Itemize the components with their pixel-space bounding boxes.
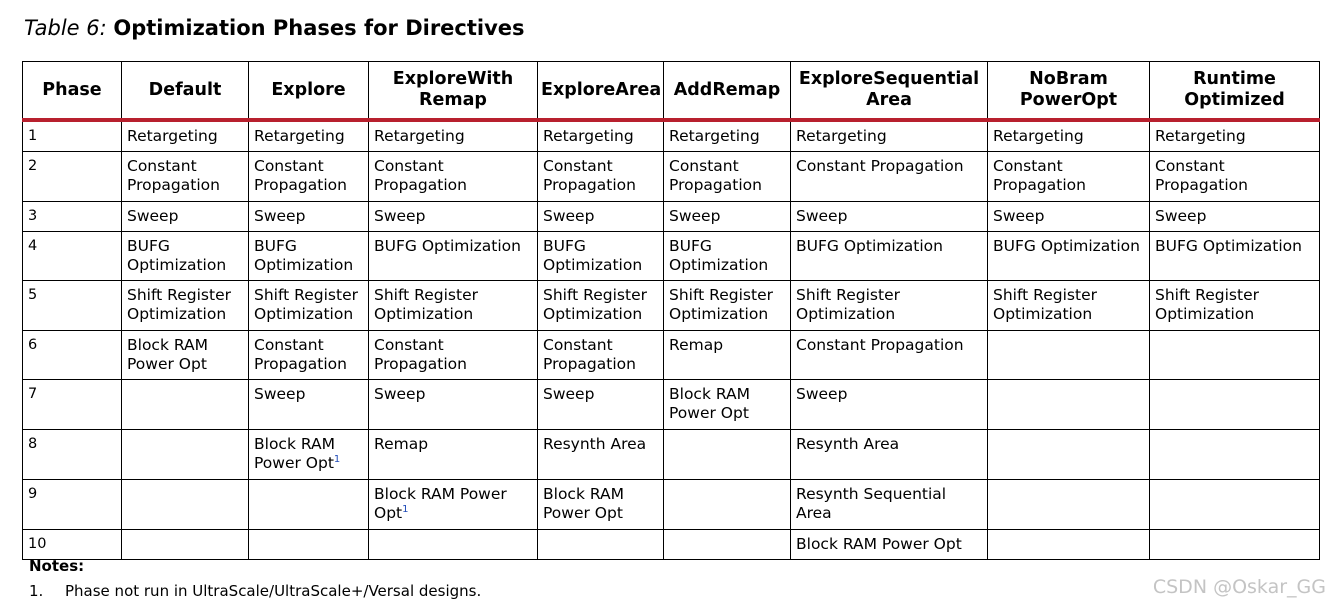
table-cell — [538, 430, 664, 480]
phase-number-cell — [23, 202, 122, 232]
column-header-text: PowerOpt — [1019, 90, 1118, 110]
table-cell — [249, 202, 369, 232]
column-header — [249, 62, 369, 121]
cell-text: Propagation — [127, 175, 220, 194]
cell-text: Constant — [669, 157, 739, 175]
phase-number-cell — [23, 152, 122, 202]
cell-text: Optimization — [254, 255, 354, 274]
footnote-marker[interactable]: 1 — [333, 453, 341, 465]
cell-text: Remap — [669, 336, 724, 354]
cell-text: Propagation — [1155, 175, 1248, 194]
cell-text: Sweep — [669, 207, 721, 225]
table-cell — [122, 120, 249, 152]
cell-text: Constant — [543, 157, 613, 175]
table-cell — [538, 202, 664, 232]
table-cell — [122, 480, 249, 530]
table-cell — [122, 281, 249, 331]
cell-text: Sweep — [993, 207, 1045, 225]
cell-text: Sweep — [374, 385, 426, 403]
table-cell — [1150, 430, 1320, 480]
cell-text: Sweep — [254, 207, 306, 225]
table-cell — [369, 152, 538, 202]
cell-text: Block RAM — [254, 435, 335, 453]
table-cell — [249, 331, 369, 380]
table-cell — [791, 430, 988, 480]
table-cell — [1150, 232, 1320, 281]
table-cell — [249, 530, 369, 560]
cell-text: Remap — [374, 435, 429, 453]
cell-text: Propagation — [669, 175, 762, 194]
table-cell — [249, 232, 369, 281]
cell-text: Retargeting — [543, 127, 634, 145]
table-row — [23, 281, 1320, 331]
cell-text: Shift Register — [127, 286, 231, 304]
table-cell — [369, 331, 538, 380]
column-header-text: Optimized — [1184, 90, 1285, 110]
column-header-text: ExploreSequential — [798, 69, 980, 89]
table-caption-label: Table 6: — [24, 16, 107, 40]
cell-text: Optimization — [1155, 304, 1255, 323]
column-header — [122, 62, 249, 121]
cell-text: Retargeting — [669, 127, 760, 145]
table-cell — [791, 530, 988, 560]
cell-text: Propagation — [543, 175, 636, 194]
table-cell — [988, 430, 1150, 480]
cell-text: Constant Propagation — [796, 336, 964, 354]
cell-text: Constant — [374, 336, 444, 354]
table-row — [23, 480, 1320, 530]
cell-text: Propagation — [254, 354, 347, 373]
table-cell — [249, 152, 369, 202]
phase-number-cell — [23, 530, 122, 560]
cell-text: Optimization — [127, 255, 227, 274]
column-header — [1150, 62, 1320, 121]
table-cell — [122, 202, 249, 232]
cell-text: Constant — [254, 157, 324, 175]
table-cell — [988, 120, 1150, 152]
table-cell — [664, 380, 791, 430]
cell-text: Optimization — [543, 304, 643, 323]
table-cell — [988, 331, 1150, 380]
table-cell — [369, 120, 538, 152]
table-cell — [1150, 120, 1320, 152]
table-cell — [249, 380, 369, 430]
table-cell — [1150, 152, 1320, 202]
cell-text: Constant Propagation — [796, 157, 964, 175]
phase-number: 8 — [28, 436, 38, 452]
cell-text: Retargeting — [993, 127, 1084, 145]
cell-text: BUFG Optimization — [1155, 237, 1302, 255]
table-cell — [538, 380, 664, 430]
table-cell — [369, 281, 538, 331]
cell-text: Propagation — [254, 175, 347, 194]
table-cell — [369, 202, 538, 232]
table-row — [23, 430, 1320, 480]
cell-text: Resynth Area — [543, 435, 647, 453]
column-header-text: Remap — [419, 90, 487, 110]
table-cell — [664, 430, 791, 480]
cell-text: Constant — [543, 336, 613, 354]
cell-text: Block RAM — [669, 385, 750, 403]
column-header-text: Explore — [271, 79, 346, 100]
cell-text: Block RAM Power Opt — [796, 535, 962, 553]
table-cell — [664, 232, 791, 281]
column-header — [988, 62, 1150, 121]
cell-text: Optimization — [374, 304, 474, 323]
table-row — [23, 530, 1320, 560]
table-cell — [791, 480, 988, 530]
cell-text: BUFG — [254, 237, 297, 255]
note-number: 1. — [29, 582, 44, 600]
cell-text: BUFG Optimization — [993, 237, 1140, 255]
phase-number-cell — [23, 232, 122, 281]
phase-number-cell — [23, 480, 122, 530]
phase-number: 4 — [28, 238, 38, 254]
cell-text: Block RAM — [543, 485, 624, 503]
table-cell — [538, 120, 664, 152]
table-cell — [122, 530, 249, 560]
cell-text: Retargeting — [1155, 127, 1246, 145]
cell-text: Retargeting — [127, 127, 218, 145]
cell-text: Optimization — [254, 304, 354, 323]
phase-number: 2 — [28, 158, 38, 174]
cell-text: Sweep — [1155, 207, 1207, 225]
table-cell — [791, 380, 988, 430]
column-header — [369, 62, 538, 121]
cell-text: Shift Register — [543, 286, 647, 304]
table-row — [23, 202, 1320, 232]
cell-text: Constant — [254, 336, 324, 354]
cell-text: Optimization — [543, 255, 643, 274]
table-cell — [369, 430, 538, 480]
optimization-phases-table — [22, 61, 1320, 560]
table-cell — [538, 480, 664, 530]
table-cell — [122, 232, 249, 281]
cell-text: Opt — [374, 503, 403, 522]
cell-text: Propagation — [374, 354, 467, 373]
cell-text: BUFG Optimization — [374, 237, 521, 255]
column-header-text: NoBram — [1029, 69, 1108, 89]
table-cell — [664, 152, 791, 202]
table-cell — [249, 430, 369, 480]
table-cell — [664, 281, 791, 331]
phase-number: 5 — [28, 287, 38, 303]
table-cell — [664, 120, 791, 152]
table-cell — [122, 152, 249, 202]
table-cell — [664, 202, 791, 232]
table-cell — [791, 120, 988, 152]
table-cell — [988, 380, 1150, 430]
column-header — [538, 62, 664, 121]
cell-text: Sweep — [374, 207, 426, 225]
footnote-marker[interactable]: 1 — [402, 503, 409, 515]
cell-text: BUFG — [127, 237, 170, 255]
cell-text: Sweep — [796, 207, 848, 225]
table-header-row — [23, 62, 1320, 121]
cell-text: Block RAM — [127, 336, 208, 354]
phase-number: 3 — [28, 208, 38, 224]
table-cell — [988, 281, 1150, 331]
table-body — [23, 120, 1320, 560]
table-cell — [988, 152, 1150, 202]
column-header-text: Default — [148, 79, 222, 100]
table-cell — [369, 380, 538, 430]
cell-text: Sweep — [254, 385, 306, 403]
column-header — [23, 62, 122, 121]
cell-text: Shift Register — [796, 286, 900, 304]
table-cell — [122, 430, 249, 480]
table-cell — [988, 480, 1150, 530]
notes-title: Notes: — [29, 557, 85, 575]
table-cell — [664, 331, 791, 380]
cell-text: Sweep — [127, 207, 179, 225]
cell-text: Constant — [374, 157, 444, 175]
cell-text: Sweep — [796, 385, 848, 403]
column-header-text: AddRemap — [673, 79, 781, 100]
cell-text: Shift Register — [993, 286, 1097, 304]
table-cell — [791, 232, 988, 281]
phase-number: 10 — [28, 536, 47, 552]
cell-text: Power Opt — [127, 354, 207, 373]
table-cell — [369, 480, 538, 530]
cell-text: Optimization — [669, 304, 769, 323]
table-caption — [24, 14, 525, 42]
table-cell — [538, 530, 664, 560]
table-cell — [791, 331, 988, 380]
table-cell — [988, 530, 1150, 560]
note-item — [29, 582, 481, 600]
cell-text: Retargeting — [254, 127, 345, 145]
table-cell — [1150, 380, 1320, 430]
cell-text: Sweep — [543, 207, 595, 225]
table-row — [23, 232, 1320, 281]
note-text: Phase not run in UltraScale/UltraScale+/Versal designs. — [65, 582, 482, 600]
table-cell — [1150, 480, 1320, 530]
cell-text: Shift Register — [1155, 286, 1259, 304]
cell-text: Shift Register — [254, 286, 358, 304]
column-header-text: ExploreArea — [541, 79, 662, 100]
phase-number-cell — [23, 120, 122, 152]
cell-text: Resynth Sequential Area — [796, 485, 947, 522]
table-cell — [791, 202, 988, 232]
table-cell — [1150, 331, 1320, 380]
cell-text: Constant — [993, 157, 1063, 175]
table-cell — [538, 152, 664, 202]
table-cell — [791, 152, 988, 202]
table-cell — [664, 530, 791, 560]
table-cell — [664, 480, 791, 530]
phase-number: 1 — [28, 128, 38, 144]
cell-text: Propagation — [993, 175, 1086, 194]
table-cell — [1150, 281, 1320, 331]
phase-number-cell — [23, 281, 122, 331]
column-header-text: Area — [866, 90, 912, 110]
table-caption-title: Optimization Phases for Directives — [113, 16, 525, 40]
phase-number: 6 — [28, 337, 38, 353]
table-cell — [538, 232, 664, 281]
column-header-text: ExploreWith — [392, 69, 514, 89]
table-cell — [988, 202, 1150, 232]
table-row — [23, 120, 1320, 152]
cell-text: Shift Register — [374, 286, 478, 304]
table-cell — [369, 232, 538, 281]
cell-text: Constant — [1155, 157, 1225, 175]
cell-text: Propagation — [543, 354, 636, 373]
table-row — [23, 331, 1320, 380]
cell-text: Block RAM Power — [374, 485, 507, 503]
cell-text: Power Opt — [543, 503, 623, 522]
cell-text: Resynth Area — [796, 435, 900, 453]
table-cell — [1150, 530, 1320, 560]
phase-number-cell — [23, 380, 122, 430]
table-cell — [249, 281, 369, 331]
cell-text: Optimization — [669, 255, 769, 274]
table-cell — [369, 530, 538, 560]
cell-text: Optimization — [796, 304, 896, 323]
table-cell — [791, 281, 988, 331]
table-cell — [122, 331, 249, 380]
column-header — [791, 62, 988, 121]
column-header-text: Phase — [42, 79, 102, 100]
watermark: CSDN @Oskar_GG — [1152, 576, 1326, 598]
phase-number: 9 — [28, 486, 38, 502]
table-cell — [538, 281, 664, 331]
phase-number-cell — [23, 331, 122, 380]
table-cell — [122, 380, 249, 430]
table-cell — [249, 480, 369, 530]
table-cell — [1150, 202, 1320, 232]
cell-text: Optimization — [993, 304, 1093, 323]
cell-text: Optimization — [127, 304, 227, 323]
cell-text: Shift Register — [669, 286, 773, 304]
cell-text: BUFG Optimization — [796, 237, 943, 255]
table-row — [23, 152, 1320, 202]
cell-text: Propagation — [374, 175, 467, 194]
phase-number: 7 — [28, 386, 38, 402]
cell-text: BUFG — [543, 237, 586, 255]
table-cell — [988, 232, 1150, 281]
cell-text: Power Opt — [254, 453, 334, 472]
table-row — [23, 380, 1320, 430]
cell-text: Retargeting — [796, 127, 887, 145]
cell-text: BUFG — [669, 237, 712, 255]
cell-text: Power Opt — [669, 403, 749, 422]
column-header — [664, 62, 791, 121]
cell-text: Sweep — [543, 385, 595, 403]
table-cell — [538, 331, 664, 380]
phase-number-cell — [23, 430, 122, 480]
column-header-text: Runtime — [1193, 69, 1276, 89]
cell-text: Constant — [127, 157, 197, 175]
cell-text: Retargeting — [374, 127, 465, 145]
table-cell — [249, 120, 369, 152]
